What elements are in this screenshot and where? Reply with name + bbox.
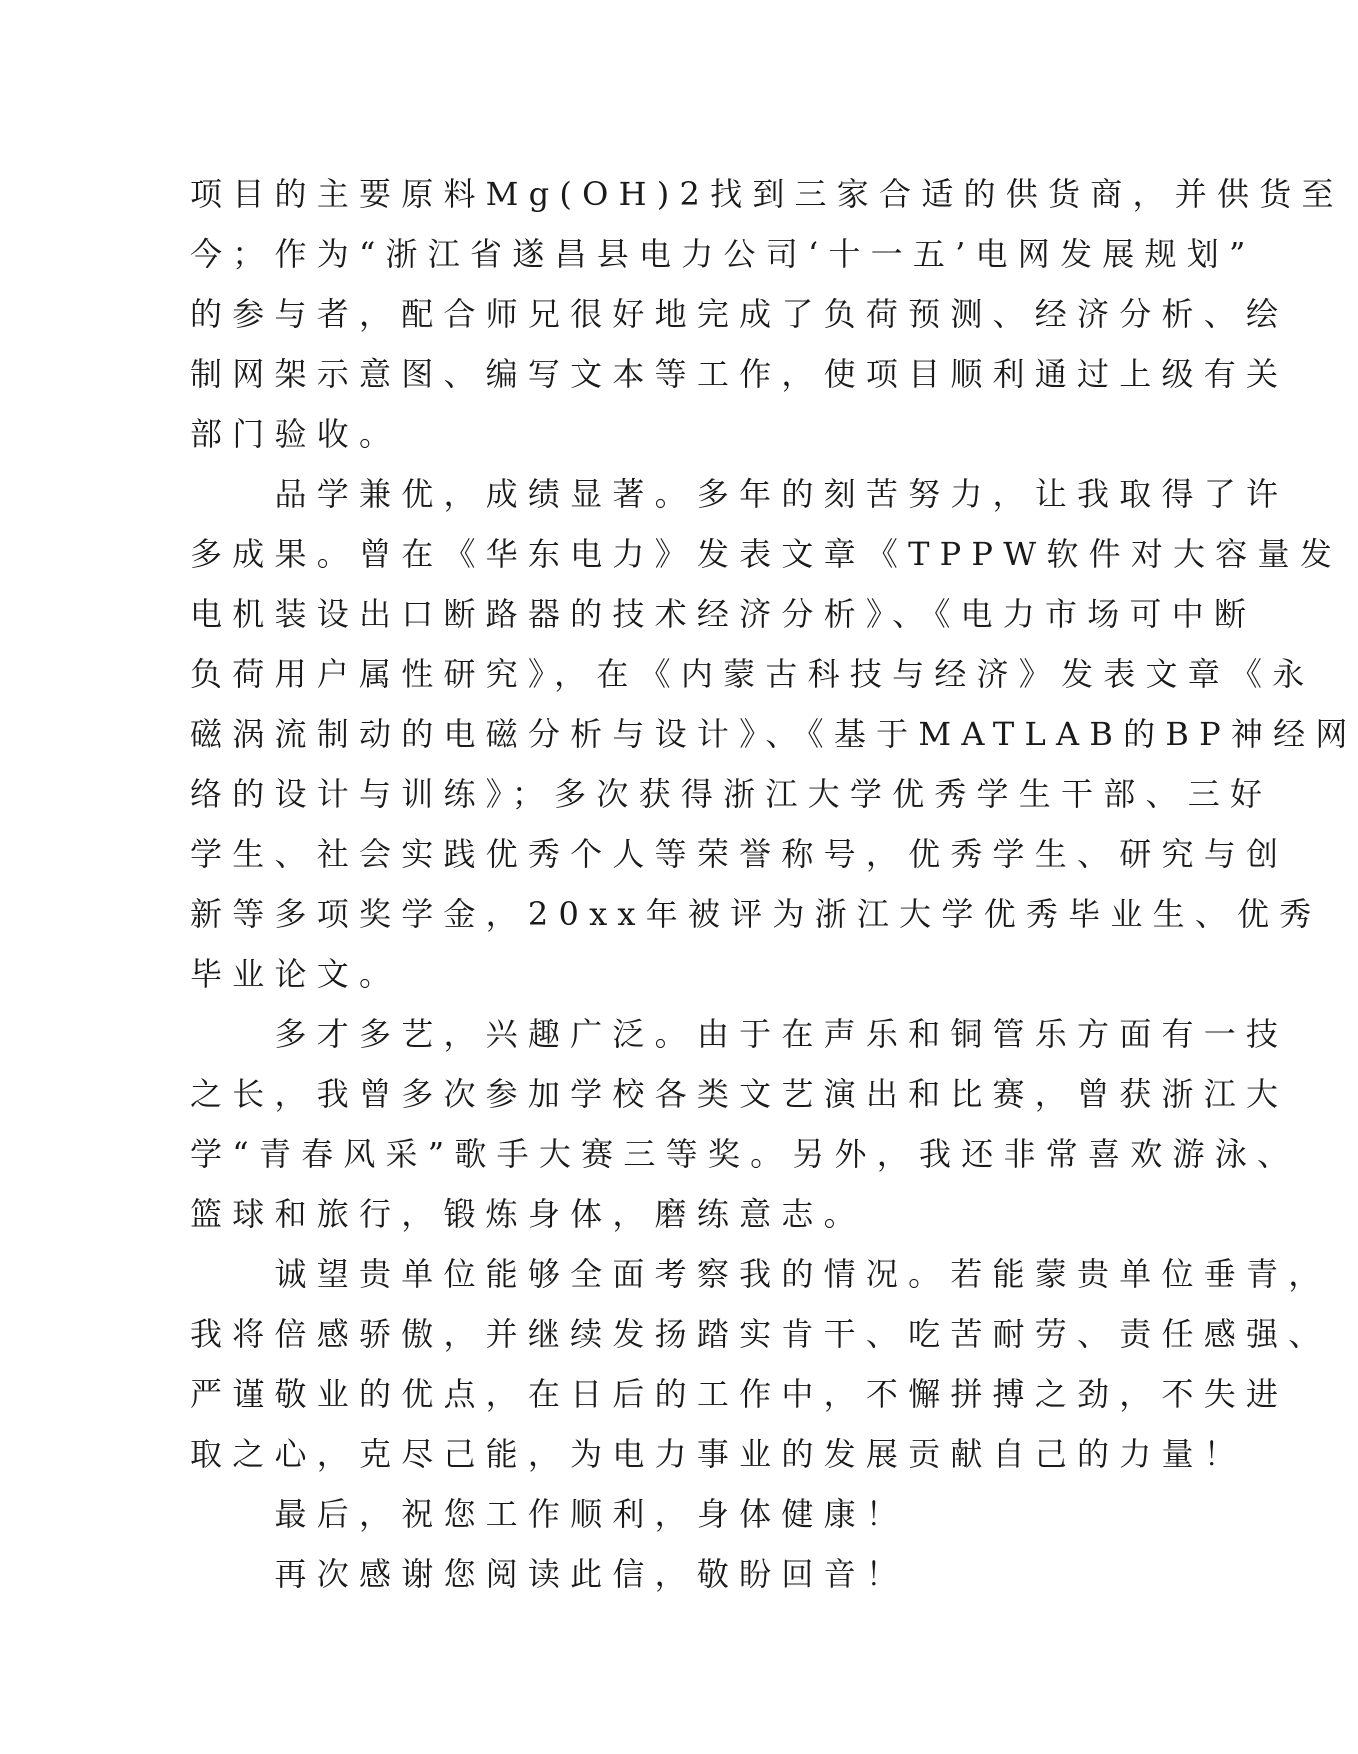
text-line: 严谨敬业的优点，在日后的工作中，不懈拼搏之劲，不失进 [190, 1375, 1289, 1413]
letter-body [190, 164, 1358, 1604]
text-line: 品学兼优，成绩显著。多年的刻苦努力，让我取得了许 [190, 475, 1289, 513]
text-line: 今；作为“浙江省遂昌县电力公司‘十一五’电网发展规划” [190, 235, 1256, 273]
text-line: 学生、社会实践优秀个人等荣誉称号，优秀学生、研究与创 [190, 835, 1289, 873]
text-line: 学“青春风采”歌手大赛三等奖。另外，我还非常喜欢游泳、 [190, 1135, 1300, 1173]
text-line: 毕业论文。 [190, 955, 402, 993]
text-line: 络的设计与训练》；多次获得浙江大学优秀学生干部、三好 [190, 775, 1273, 813]
text-line: 之长，我曾多次参加学校各类文艺演出和比赛，曾获浙江大 [190, 1075, 1289, 1113]
text-line: 多才多艺，兴趣广泛。由于在声乐和铜管乐方面有一技 [190, 1015, 1289, 1053]
text-line: 篮球和旅行，锻炼身体，磨练意志。 [190, 1195, 866, 1233]
text-line: 部门验收。 [190, 415, 402, 453]
text-line: 制网架示意图、编写文本等工作，使项目顺利通过上级有关 [190, 355, 1289, 393]
text-line: 再次感谢您阅读此信，敬盼回音！ [190, 1555, 909, 1593]
text-line: 新等多项奖学金，20xx年被评为浙江大学优秀毕业生、优秀 [190, 895, 1322, 933]
text-line: 取之心，克尽己能，为电力事业的发展贡献自己的力量！ [190, 1435, 1247, 1473]
text-line: 电机装设出口断路器的技术经济分析》、《电力市场可中断 [190, 595, 1257, 633]
text-line: 负荷用户属性研究》，在《内蒙古科技与经济》发表文章《永 [190, 655, 1315, 693]
text-line: 项目的主要原料Mg(OH)2找到三家合适的供货商，并供货至 [190, 175, 1344, 213]
text-line: 最后，祝您工作顺利，身体健康！ [190, 1495, 909, 1533]
text-line: 的参与者，配合师兄很好地完成了负荷预测、经济分析、绘 [190, 295, 1289, 333]
text-line: 多成果。曾在《华东电力》发表文章《TPPW软件对大容量发 [190, 535, 1343, 573]
text-line: 磁涡流制动的电磁分析与设计》、《基于MATLAB的BP神经网 [190, 715, 1358, 753]
text-line: 我将倍感骄傲，并继续发扬踏实肯干、吃苦耐劳、责任感强、 [190, 1315, 1331, 1353]
text-line: 诚望贵单位能够全面考察我的情况。若能蒙贵单位垂青， [190, 1255, 1331, 1293]
